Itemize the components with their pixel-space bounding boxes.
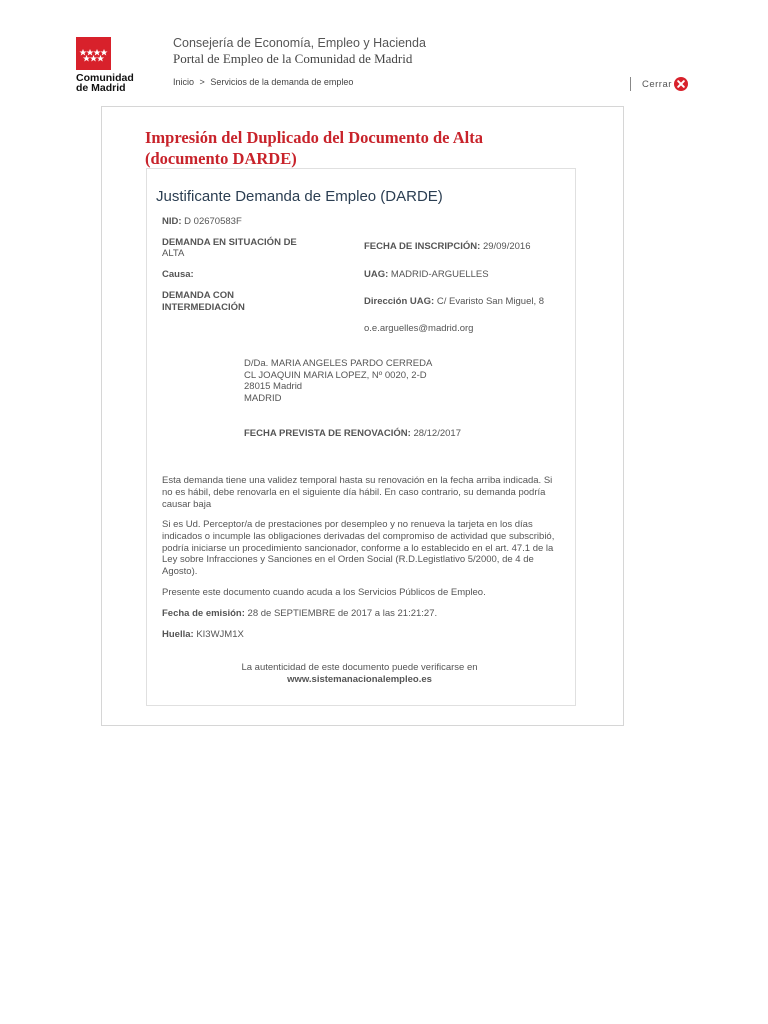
comunidad-madrid-logo[interactable]	[76, 37, 142, 93]
nid-label: NID:	[162, 216, 182, 227]
close-icon[interactable]	[674, 77, 688, 91]
huella-row	[162, 629, 244, 641]
breadcrumb-current[interactable]: Servicios de la demanda de empleo	[210, 77, 354, 87]
fecha-inscripcion-label: FECHA DE INSCRIPCIÓN:	[364, 241, 481, 252]
address-street: CL JOAQUIN MARIA LOPEZ, Nº 0020, 2-D	[244, 370, 427, 381]
close-divider	[630, 77, 631, 91]
breadcrumb-separator: >	[199, 77, 205, 87]
intermediacion-line1: DEMANDA CON	[162, 290, 234, 301]
uag-row	[364, 269, 489, 281]
address-postal: 28015 Madrid	[244, 381, 303, 392]
uag-email[interactable]: o.e.arguelles@madrid.org	[364, 323, 474, 334]
uag-value: MADRID-ARGUELLES	[390, 269, 489, 280]
huella-value: KI3WJM1X	[196, 629, 244, 640]
renovacion-label: FECHA PREVISTA DE RENOVACIÓN:	[244, 428, 411, 439]
sanction-paragraph: Si es Ud. Perceptor/a de prestaciones por desempleo y no renueva la tarjeta en los días indicados o incumple las obligaciones derivadas del compromiso de actividad que subscribió, podría iniciarse un procedimiento sancionador, conforme a lo establecido en el art. 47.1 de la Ley sobre Infracciones y Sanciones en el Orden Social (R.D.Legistlativo 5/2000, de 4 de Agosto).	[162, 519, 555, 578]
portal-name[interactable]: Portal de Empleo de la Comunidad de Madrid	[173, 51, 413, 66]
huella-label: Huella:	[162, 629, 194, 640]
page-title: Impresión del Duplicado del Documento de Alta (documento DARDE)	[145, 128, 483, 168]
logo-text	[76, 73, 142, 93]
logo-line2: de Madrid	[76, 82, 126, 94]
direccion-row	[364, 296, 544, 308]
causa-label: Causa:	[162, 269, 194, 280]
renovacion-row	[244, 428, 461, 440]
emision-value: 28 de SEPTIEMBRE de 2017 a las 21:21:27.	[247, 608, 438, 619]
nid-value: D 02670583F	[184, 216, 242, 227]
emision-row	[162, 608, 437, 620]
fecha-inscripcion-row	[364, 241, 530, 253]
nid-row	[162, 216, 242, 228]
intermediacion-line2: INTERMEDIACIÓN	[162, 302, 245, 313]
renovacion-value: 28/12/2017	[413, 428, 461, 439]
emision-label: Fecha de emisión:	[162, 608, 245, 619]
close-button[interactable]: Cerrar	[642, 79, 672, 90]
logo-line1: Comunidad	[76, 72, 134, 84]
madrid-flag-icon	[76, 37, 111, 70]
fecha-inscripcion-value: 29/09/2016	[482, 241, 531, 252]
uag-label: UAG:	[364, 269, 389, 280]
address-province: MADRID	[244, 393, 282, 404]
verify-text: La autenticidad de este documento puede verificarse en	[241, 662, 478, 673]
direccion-value: C/ Evaristo San Miguel, 8	[436, 296, 545, 307]
validity-paragraph: Esta demanda tiene una validez temporal hasta su renovación en la fecha arriba indicada. Si no es hábil, debe renovarla en el siguiente día hábil. En caso contrario, su demanda podría causar baja	[162, 475, 553, 510]
department-name: Consejería de Economía, Empleo y Hacienda	[173, 36, 426, 50]
present-paragraph: Presente este documento cuando acuda a los Servicios Públicos de Empleo.	[162, 587, 486, 598]
estado-line1: DEMANDA EN SITUACIÓN DE	[162, 237, 297, 248]
breadcrumb	[173, 77, 356, 87]
direccion-label: Dirección UAG:	[364, 296, 435, 307]
verify-link[interactable]: www.sistemanacionalempleo.es	[287, 674, 432, 685]
breadcrumb-home[interactable]: Inicio	[173, 77, 195, 87]
address-name: D/Da. MARIA ANGELES PARDO CERREDA	[244, 358, 433, 369]
card-title: Justificante Demanda de Empleo (DARDE)	[156, 188, 443, 205]
estado-line2: ALTA	[162, 248, 185, 259]
